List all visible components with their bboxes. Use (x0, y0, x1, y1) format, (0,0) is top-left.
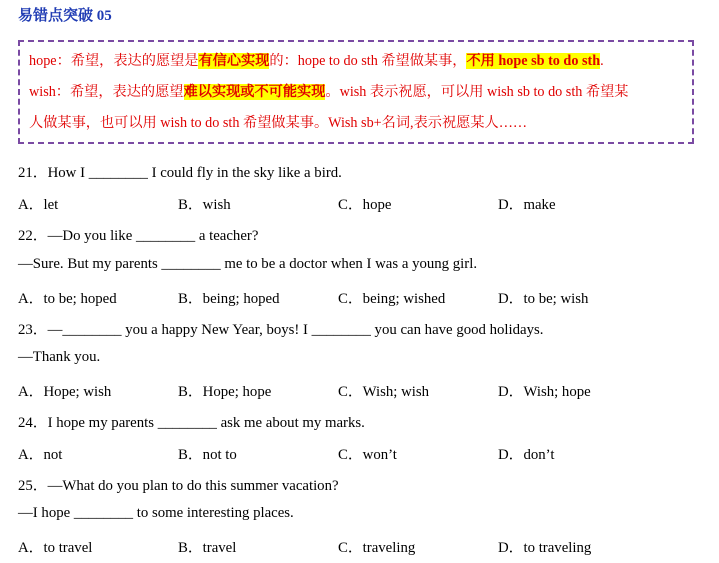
option-b: B．wish (178, 197, 231, 213)
question-21-stem: 21．How I ________ I could fly in the sky like a bird. (18, 165, 342, 181)
grammar-note-box (18, 40, 694, 144)
section-title: 易错点突破 05 (18, 8, 112, 24)
note-line-2 (29, 77, 683, 108)
option-b: B．not to (178, 447, 237, 463)
option-c: C．Wish; wish (338, 384, 430, 400)
note-highlight: 不用 hope sb to do sth (466, 53, 601, 69)
question-24-stem: 24．I hope my parents ________ ask me about my marks. (18, 415, 365, 431)
option-a: A．to travel (18, 540, 93, 556)
question-23-stem: 23．—________ you a happy New Year, boys! I ________ you can have good holidays. (18, 322, 544, 338)
option-c: C．traveling (338, 540, 416, 556)
option-d: D．to traveling (498, 540, 592, 556)
question-25-stem: 25．—What do you plan to do this summer vacation? (18, 478, 339, 494)
option-b: B．being; hoped (178, 291, 280, 307)
option-d: D．to be; wish (498, 291, 589, 307)
note-text: 。wish 表示祝愿，可以用 wish sb to do sth 希望某 (325, 84, 629, 100)
note-highlight: 有信心实现 (198, 53, 270, 69)
note-line-3: 人做某事，也可以用 wish to do sth 希望做某事。Wish sb+名词,表示祝愿某人…… (29, 115, 528, 131)
option-d: D．make (498, 197, 556, 213)
option-a: A．Hope; wish (18, 384, 112, 400)
option-d: D．Wish; hope (498, 384, 591, 400)
option-c: C．hope (338, 197, 392, 213)
option-b: B．travel (178, 540, 237, 556)
option-a: A．to be; hoped (18, 291, 117, 307)
note-text: . (600, 53, 604, 69)
question-22-stem: 22．—Do you like ________ a teacher? (18, 228, 259, 244)
note-text: hope：希望，表达的愿望是 (29, 53, 199, 69)
note-text: wish：希望，表达的愿望 (29, 84, 184, 100)
option-a: A．not (18, 447, 63, 463)
option-c: C．being; wished (338, 291, 446, 307)
option-a: A．let (18, 197, 59, 213)
option-d: D．don’t (498, 447, 555, 463)
note-line-1 (29, 46, 683, 77)
question-23-reply: —Thank you. (18, 349, 101, 365)
note-text: 的：hope to do sth 希望做某事， (269, 53, 467, 69)
question-22-reply: —Sure. But my parents ________ me to be a doctor when I was a young girl. (18, 256, 478, 272)
note-highlight: 难以实现或不可能实现 (183, 84, 326, 100)
question-25-reply: —I hope ________ to some interesting places. (18, 505, 294, 521)
option-b: B．Hope; hope (178, 384, 272, 400)
option-c: C．won’t (338, 447, 397, 463)
